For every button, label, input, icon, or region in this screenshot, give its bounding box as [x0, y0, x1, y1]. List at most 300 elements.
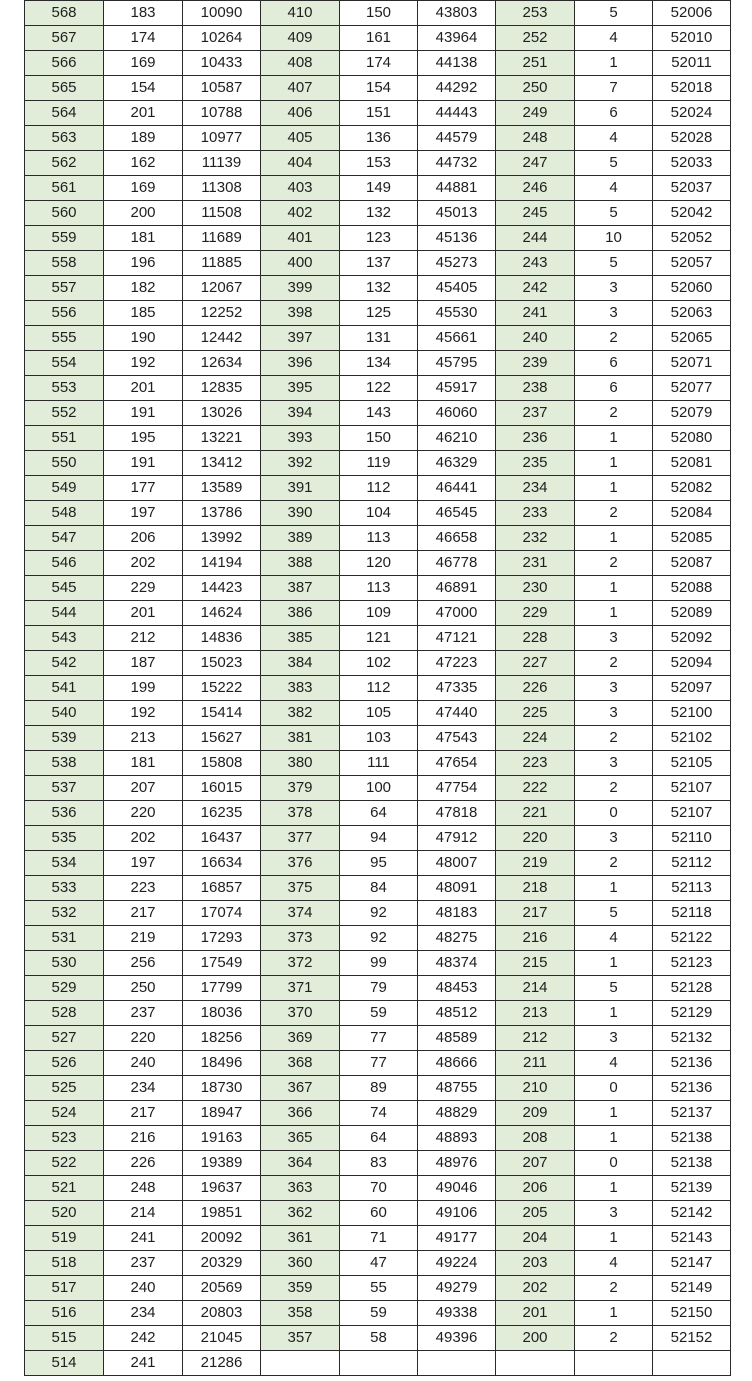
count-cell: 113 — [340, 526, 418, 551]
count-cell: 192 — [104, 351, 183, 376]
table-row — [25, 1301, 731, 1326]
table-row — [25, 701, 731, 726]
key-cell: 219 — [496, 851, 575, 876]
cumulative-cell: 47543 — [418, 726, 496, 751]
count-cell: 150 — [340, 426, 418, 451]
key-cell: 361 — [261, 1226, 340, 1251]
key-cell: 211 — [496, 1051, 575, 1076]
cumulative-cell: 48007 — [418, 851, 496, 876]
table-row — [25, 801, 731, 826]
count-cell: 47 — [340, 1251, 418, 1276]
count-cell: 151 — [340, 101, 418, 126]
table-row — [25, 651, 731, 676]
key-cell: 384 — [261, 651, 340, 676]
cumulative-cell: 46658 — [418, 526, 496, 551]
count-cell: 153 — [340, 151, 418, 176]
count-cell: 192 — [104, 701, 183, 726]
cumulative-cell: 12067 — [183, 276, 261, 301]
table-row — [25, 176, 731, 201]
cumulative-cell: 52094 — [653, 651, 731, 676]
table-row — [25, 201, 731, 226]
key-cell: 550 — [25, 451, 104, 476]
count-cell: 100 — [340, 776, 418, 801]
key-cell: 218 — [496, 876, 575, 901]
key-cell: 395 — [261, 376, 340, 401]
cumulative-cell: 52107 — [653, 776, 731, 801]
key-cell: 527 — [25, 1026, 104, 1051]
cumulative-cell: 52122 — [653, 926, 731, 951]
key-cell: 547 — [25, 526, 104, 551]
key-cell: 378 — [261, 801, 340, 826]
table-row — [25, 901, 731, 926]
count-cell: 1 — [575, 576, 653, 601]
cumulative-cell: 49338 — [418, 1301, 496, 1326]
count-cell: 182 — [104, 276, 183, 301]
key-cell: 362 — [261, 1201, 340, 1226]
count-cell: 1 — [575, 876, 653, 901]
count-cell: 3 — [575, 826, 653, 851]
cumulative-cell: 16437 — [183, 826, 261, 851]
count-cell: 185 — [104, 301, 183, 326]
count-cell: 1 — [575, 1101, 653, 1126]
key-cell: 375 — [261, 876, 340, 901]
key-cell: 568 — [25, 1, 104, 26]
key-cell: 543 — [25, 626, 104, 651]
key-cell: 401 — [261, 226, 340, 251]
key-cell: 230 — [496, 576, 575, 601]
key-cell: 531 — [25, 926, 104, 951]
count-cell: 217 — [104, 901, 183, 926]
count-cell: 1 — [575, 1226, 653, 1251]
table-row — [25, 426, 731, 451]
cumulative-cell: 44443 — [418, 101, 496, 126]
cumulative-cell: 15414 — [183, 701, 261, 726]
cumulative-cell: 48453 — [418, 976, 496, 1001]
key-cell: 208 — [496, 1126, 575, 1151]
key-cell: 217 — [496, 901, 575, 926]
key-cell: 537 — [25, 776, 104, 801]
cumulative-cell: 44732 — [418, 151, 496, 176]
count-cell: 1 — [575, 526, 653, 551]
key-cell: 232 — [496, 526, 575, 551]
count-cell: 5 — [575, 901, 653, 926]
table-row — [25, 1, 731, 26]
cumulative-cell: 52010 — [653, 26, 731, 51]
key-cell: 386 — [261, 601, 340, 626]
cumulative-cell: 19163 — [183, 1126, 261, 1151]
count-cell: 201 — [104, 601, 183, 626]
table-row — [25, 1226, 731, 1251]
key-cell: 205 — [496, 1201, 575, 1226]
count-cell: 237 — [104, 1001, 183, 1026]
cumulative-cell: 52033 — [653, 151, 731, 176]
key-cell: 409 — [261, 26, 340, 51]
key-cell: 393 — [261, 426, 340, 451]
cumulative-cell: 45013 — [418, 201, 496, 226]
cumulative-cell: 52085 — [653, 526, 731, 551]
count-cell: 3 — [575, 1026, 653, 1051]
count-cell: 1 — [575, 51, 653, 76]
count-cell: 10 — [575, 226, 653, 251]
count-cell: 60 — [340, 1201, 418, 1226]
key-cell: 250 — [496, 76, 575, 101]
count-cell: 237 — [104, 1251, 183, 1276]
key-cell: 242 — [496, 276, 575, 301]
key-cell: 563 — [25, 126, 104, 151]
count-cell: 123 — [340, 226, 418, 251]
count-cell: 92 — [340, 926, 418, 951]
key-cell: 248 — [496, 126, 575, 151]
key-cell: 359 — [261, 1276, 340, 1301]
cumulative-cell: 52077 — [653, 376, 731, 401]
key-cell: 404 — [261, 151, 340, 176]
count-cell: 4 — [575, 1251, 653, 1276]
table-row — [25, 751, 731, 776]
key-cell: 227 — [496, 651, 575, 676]
cumulative-cell: 46060 — [418, 401, 496, 426]
key-cell: 526 — [25, 1051, 104, 1076]
cumulative-cell: 48374 — [418, 951, 496, 976]
cumulative-cell: 52052 — [653, 226, 731, 251]
key-cell: 392 — [261, 451, 340, 476]
count-cell: 213 — [104, 726, 183, 751]
key-cell: 200 — [496, 1326, 575, 1351]
cumulative-cell: 52084 — [653, 501, 731, 526]
count-cell: 256 — [104, 951, 183, 976]
cumulative-cell: 17074 — [183, 901, 261, 926]
count-cell: 111 — [340, 751, 418, 776]
count-cell: 59 — [340, 1301, 418, 1326]
key-cell: 366 — [261, 1101, 340, 1126]
cumulative-cell: 46329 — [418, 451, 496, 476]
cumulative-cell: 49224 — [418, 1251, 496, 1276]
cumulative-cell: 15023 — [183, 651, 261, 676]
count-cell: 112 — [340, 476, 418, 501]
count-cell: 132 — [340, 276, 418, 301]
table-row — [25, 1276, 731, 1301]
count-cell: 89 — [340, 1076, 418, 1101]
key-cell: 560 — [25, 201, 104, 226]
count-cell: 169 — [104, 176, 183, 201]
cumulative-cell: 52079 — [653, 401, 731, 426]
count-cell: 3 — [575, 1201, 653, 1226]
count-cell: 64 — [340, 801, 418, 826]
key-cell: 566 — [25, 51, 104, 76]
key-cell: 204 — [496, 1226, 575, 1251]
count-cell: 6 — [575, 351, 653, 376]
key-cell: 523 — [25, 1126, 104, 1151]
count-cell: 6 — [575, 376, 653, 401]
table-row — [25, 1101, 731, 1126]
cumulative-cell: 52065 — [653, 326, 731, 351]
key-cell: 215 — [496, 951, 575, 976]
key-cell: 240 — [496, 326, 575, 351]
cumulative-cell: 52105 — [653, 751, 731, 776]
key-cell: 220 — [496, 826, 575, 851]
count-cell: 240 — [104, 1276, 183, 1301]
cumulative-cell: 52028 — [653, 126, 731, 151]
count-cell: 4 — [575, 26, 653, 51]
cumulative-cell: 52087 — [653, 551, 731, 576]
count-cell: 99 — [340, 951, 418, 976]
table-row — [25, 1126, 731, 1151]
key-cell: 546 — [25, 551, 104, 576]
cumulative-cell: 48755 — [418, 1076, 496, 1101]
count-cell: 226 — [104, 1151, 183, 1176]
key-cell: 380 — [261, 751, 340, 776]
count-cell: 220 — [104, 1026, 183, 1051]
count-cell: 2 — [575, 651, 653, 676]
cumulative-cell: 13221 — [183, 426, 261, 451]
cumulative-cell: 48666 — [418, 1051, 496, 1076]
count-cell: 4 — [575, 1051, 653, 1076]
count-cell: 6 — [575, 101, 653, 126]
cumulative-cell: 44292 — [418, 76, 496, 101]
key-cell: 556 — [25, 301, 104, 326]
key-cell: 544 — [25, 601, 104, 626]
cumulative-cell: 45795 — [418, 351, 496, 376]
key-cell: 234 — [496, 476, 575, 501]
cumulative-cell: 17549 — [183, 951, 261, 976]
count-cell: 1 — [575, 1301, 653, 1326]
count-cell: 137 — [340, 251, 418, 276]
count-cell: 2 — [575, 501, 653, 526]
count-cell: 2 — [575, 551, 653, 576]
cumulative-cell: 11885 — [183, 251, 261, 276]
count-cell: 136 — [340, 126, 418, 151]
count-cell: 154 — [104, 76, 183, 101]
table-row — [25, 876, 731, 901]
key-cell: 210 — [496, 1076, 575, 1101]
count-cell: 216 — [104, 1126, 183, 1151]
cumulative-cell: 46891 — [418, 576, 496, 601]
cumulative-cell: 20092 — [183, 1226, 261, 1251]
key-cell: 216 — [496, 926, 575, 951]
count-cell: 143 — [340, 401, 418, 426]
count-cell: 64 — [340, 1126, 418, 1151]
cumulative-cell: 48275 — [418, 926, 496, 951]
key-cell: 358 — [261, 1301, 340, 1326]
count-cell: 191 — [104, 451, 183, 476]
table-row — [25, 1326, 731, 1351]
count-cell: 248 — [104, 1176, 183, 1201]
cumulative-cell: 52080 — [653, 426, 731, 451]
table-row — [25, 601, 731, 626]
table-row — [25, 351, 731, 376]
key-cell: 517 — [25, 1276, 104, 1301]
key-cell: 231 — [496, 551, 575, 576]
key-cell: 564 — [25, 101, 104, 126]
count-cell: 187 — [104, 651, 183, 676]
count-cell: 112 — [340, 676, 418, 701]
key-cell: 407 — [261, 76, 340, 101]
cumulative-cell: 16857 — [183, 876, 261, 901]
key-cell: 534 — [25, 851, 104, 876]
key-cell: 514 — [25, 1351, 104, 1376]
cumulative-cell: 45136 — [418, 226, 496, 251]
key-cell: 222 — [496, 776, 575, 801]
cumulative-cell: 45273 — [418, 251, 496, 276]
key-cell: 221 — [496, 801, 575, 826]
key-cell: 405 — [261, 126, 340, 151]
key-cell: 402 — [261, 201, 340, 226]
table-row — [25, 401, 731, 426]
key-cell: 368 — [261, 1051, 340, 1076]
table-row — [25, 26, 731, 51]
cumulative-cell: 18256 — [183, 1026, 261, 1051]
cumulative-cell: 52057 — [653, 251, 731, 276]
key-cell: 226 — [496, 676, 575, 701]
table-row — [25, 851, 731, 876]
cumulative-cell: 20569 — [183, 1276, 261, 1301]
key-cell: 247 — [496, 151, 575, 176]
count-cell: 199 — [104, 676, 183, 701]
count-cell: 3 — [575, 276, 653, 301]
key-cell: 536 — [25, 801, 104, 826]
cumulative-cell: 52092 — [653, 626, 731, 651]
count-cell: 200 — [104, 201, 183, 226]
count-cell: 5 — [575, 251, 653, 276]
key-cell: 406 — [261, 101, 340, 126]
key-cell: 549 — [25, 476, 104, 501]
count-cell: 5 — [575, 201, 653, 226]
count-cell: 0 — [575, 1076, 653, 1101]
key-cell: 381 — [261, 726, 340, 751]
key-cell: 555 — [25, 326, 104, 351]
count-cell: 223 — [104, 876, 183, 901]
count-cell: 105 — [340, 701, 418, 726]
key-cell: 383 — [261, 676, 340, 701]
cumulative-cell: 52143 — [653, 1226, 731, 1251]
key-cell: 214 — [496, 976, 575, 1001]
cumulative-cell: 46210 — [418, 426, 496, 451]
count-cell: 4 — [575, 126, 653, 151]
cumulative-cell: 48512 — [418, 1001, 496, 1026]
table-row — [25, 776, 731, 801]
count-cell: 207 — [104, 776, 183, 801]
count-cell: 3 — [575, 301, 653, 326]
table-row — [25, 1251, 731, 1276]
count-cell: 103 — [340, 726, 418, 751]
cumulative-cell: 43803 — [418, 1, 496, 26]
count-cell: 181 — [104, 226, 183, 251]
count-cell: 77 — [340, 1051, 418, 1076]
cumulative-cell: 10977 — [183, 126, 261, 151]
cumulative-cell: 45405 — [418, 276, 496, 301]
key-cell: 236 — [496, 426, 575, 451]
key-cell: 379 — [261, 776, 340, 801]
key-cell: 212 — [496, 1026, 575, 1051]
key-cell: 388 — [261, 551, 340, 576]
cumulative-cell: 49279 — [418, 1276, 496, 1301]
cumulative-cell: 20803 — [183, 1301, 261, 1326]
empty-cell — [575, 1351, 653, 1376]
table-row — [25, 1026, 731, 1051]
key-cell: 364 — [261, 1151, 340, 1176]
key-cell: 410 — [261, 1, 340, 26]
cumulative-cell: 52006 — [653, 1, 731, 26]
cumulative-cell: 14836 — [183, 626, 261, 651]
cumulative-cell: 44579 — [418, 126, 496, 151]
table-row — [25, 726, 731, 751]
cumulative-cell: 11508 — [183, 201, 261, 226]
cumulative-cell: 52136 — [653, 1051, 731, 1076]
count-cell: 189 — [104, 126, 183, 151]
key-cell: 398 — [261, 301, 340, 326]
count-cell: 174 — [104, 26, 183, 51]
count-cell: 121 — [340, 626, 418, 651]
cumulative-cell: 47121 — [418, 626, 496, 651]
key-cell: 539 — [25, 726, 104, 751]
count-cell: 2 — [575, 401, 653, 426]
count-cell: 131 — [340, 326, 418, 351]
cumulative-cell: 47818 — [418, 801, 496, 826]
count-cell: 5 — [575, 976, 653, 1001]
cumulative-cell: 13026 — [183, 401, 261, 426]
cumulative-cell: 13786 — [183, 501, 261, 526]
cumulative-cell: 10090 — [183, 1, 261, 26]
table-row — [25, 1051, 731, 1076]
cumulative-cell: 12442 — [183, 326, 261, 351]
count-cell: 195 — [104, 426, 183, 451]
table-row — [25, 1076, 731, 1101]
count-cell: 83 — [340, 1151, 418, 1176]
key-cell: 545 — [25, 576, 104, 601]
key-cell: 389 — [261, 526, 340, 551]
cumulative-cell: 52110 — [653, 826, 731, 851]
cumulative-cell: 52063 — [653, 301, 731, 326]
key-cell: 223 — [496, 751, 575, 776]
key-cell: 203 — [496, 1251, 575, 1276]
key-cell: 233 — [496, 501, 575, 526]
cumulative-cell: 52136 — [653, 1076, 731, 1101]
cumulative-cell: 52118 — [653, 901, 731, 926]
cumulative-cell: 47335 — [418, 676, 496, 701]
empty-cell — [261, 1351, 340, 1376]
key-cell: 372 — [261, 951, 340, 976]
count-cell: 190 — [104, 326, 183, 351]
count-cell: 1 — [575, 1001, 653, 1026]
cumulative-cell: 10264 — [183, 26, 261, 51]
key-cell: 518 — [25, 1251, 104, 1276]
empty-cell — [496, 1351, 575, 1376]
cumulative-cell: 52102 — [653, 726, 731, 751]
key-cell: 554 — [25, 351, 104, 376]
cumulative-cell: 49177 — [418, 1226, 496, 1251]
key-cell: 524 — [25, 1101, 104, 1126]
count-cell: 70 — [340, 1176, 418, 1201]
count-cell: 2 — [575, 851, 653, 876]
cumulative-cell: 12252 — [183, 301, 261, 326]
cumulative-cell: 43964 — [418, 26, 496, 51]
key-cell: 382 — [261, 701, 340, 726]
count-cell: 94 — [340, 826, 418, 851]
count-cell: 71 — [340, 1226, 418, 1251]
key-cell: 541 — [25, 676, 104, 701]
cumulative-cell: 16235 — [183, 801, 261, 826]
count-cell: 5 — [575, 151, 653, 176]
key-cell: 561 — [25, 176, 104, 201]
cumulative-cell: 46441 — [418, 476, 496, 501]
key-cell: 239 — [496, 351, 575, 376]
cumulative-cell: 21045 — [183, 1326, 261, 1351]
cumulative-cell: 52011 — [653, 51, 731, 76]
count-cell: 154 — [340, 76, 418, 101]
key-cell: 377 — [261, 826, 340, 851]
cumulative-cell: 52082 — [653, 476, 731, 501]
table-row — [25, 301, 731, 326]
key-cell: 253 — [496, 1, 575, 26]
